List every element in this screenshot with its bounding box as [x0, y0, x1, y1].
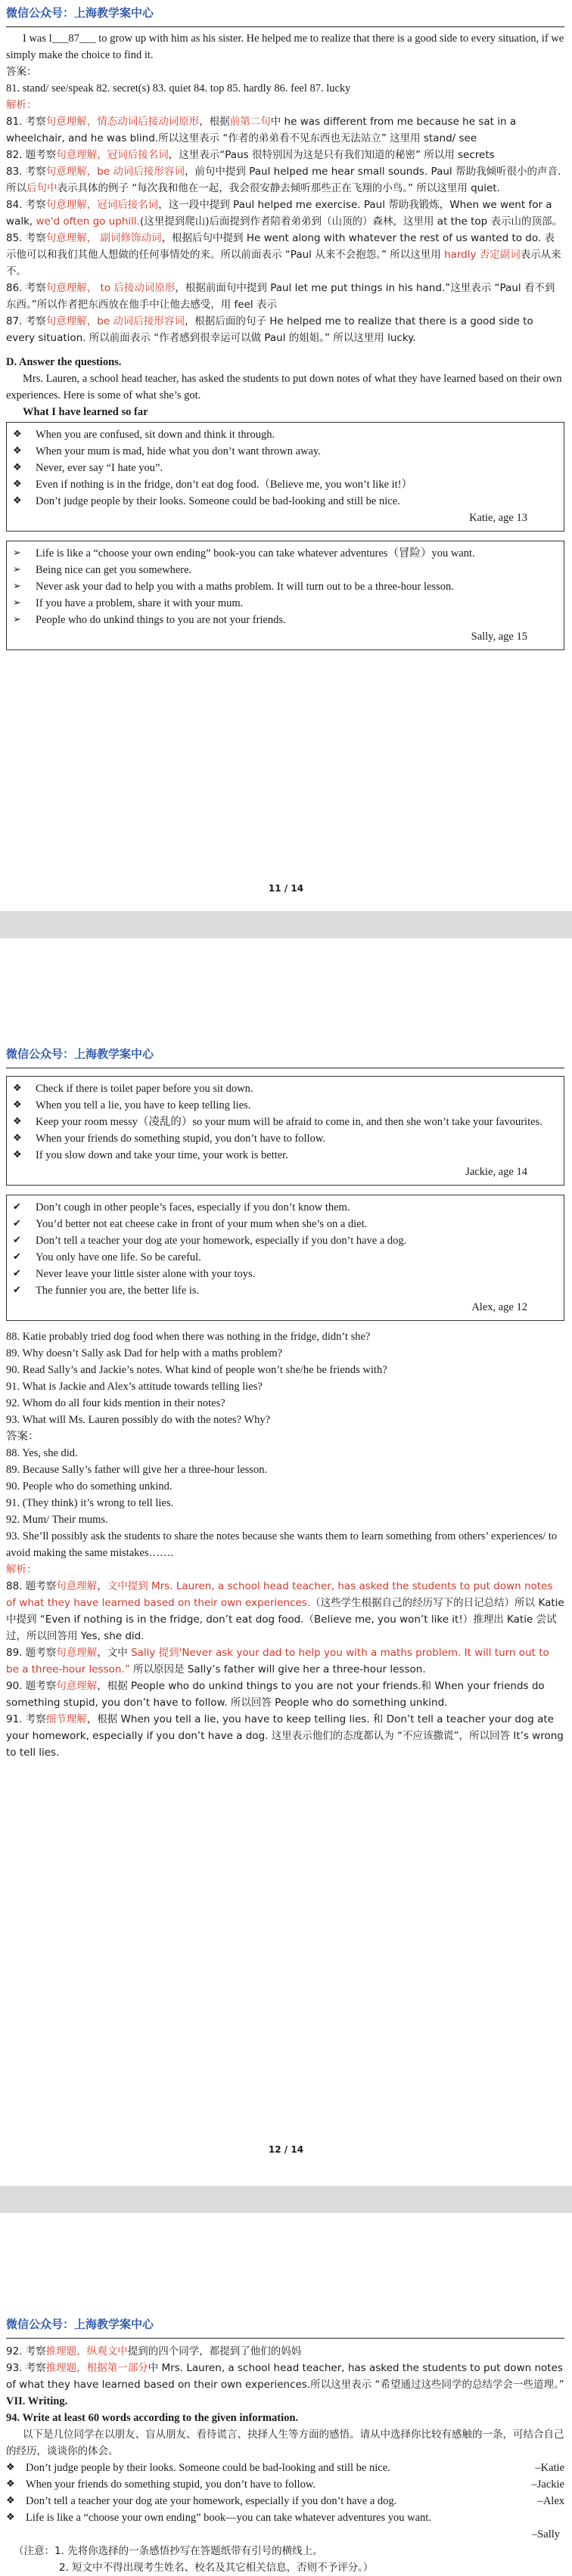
analysis-label: 解析： [6, 1564, 37, 1576]
prompt-text: Life is like a “choose your own ending” book—you can take whatever adventures you want. [26, 2512, 431, 2524]
page-11 [0, 0, 572, 911]
katie-note-bullet-icon: ❖ [13, 495, 22, 507]
writing-prompt [6, 2509, 564, 2526]
question-line: 答案： [6, 1431, 39, 1443]
explanation-highlight: we'd often go uphill. [36, 215, 140, 228]
explanation-highlight: 句意理解， to 后接动词原形 [45, 282, 176, 294]
explanation-text: (这里提到爬山)后面提到作者陪着弟弟到（山顶的）森林，这里用 at the top 表示山的顶部。 [139, 215, 563, 228]
question-line: 91. What is Jackie and Alex’s attitude towards telling lies? [6, 1381, 263, 1393]
sally-note-bullet-icon: ➢ [13, 564, 21, 575]
prompt-author: –Katie [535, 2462, 564, 2474]
prompt-bullet-icon: ❖ [6, 2495, 15, 2506]
alex-note-bullet-icon: ✔ [13, 1251, 21, 1263]
question-line: 88. Katie probably tried dog food when there was nothing in the fridge, didn’t she? [6, 1331, 371, 1343]
alex-note-item [13, 1216, 558, 1232]
alex-note-item-text: Don’t tell a teacher your dog ate your homework, especially if you don’t have a dog. [36, 1235, 407, 1247]
section-d-title: D. Answer the questions. [6, 356, 122, 368]
explanation-text: ，这里表示“Paus 很特别因为这是只有我们知道的秘密” 所以用 secrets [168, 149, 495, 161]
explanation-highlight: 推理题，纵观文中 [45, 2345, 128, 2357]
question-line: 89. Why doesn’t Sally ask Dad for help with a maths problem? [6, 1347, 283, 1359]
header-rule [6, 2338, 564, 2339]
explanation-list [6, 113, 564, 346]
katie-note-bullet-icon: ❖ [13, 445, 22, 457]
analysis-paragraph [6, 2343, 564, 2360]
prompt-bullet-icon: ❖ [6, 2478, 15, 2490]
explanation-number: 83. 考察 [6, 166, 46, 178]
explanation-text: 提到的四个同学，都提到了他们的妈妈 [127, 2345, 302, 2357]
alex-signature: Alex, age 12 [471, 1301, 527, 1313]
sally-note-item-text: Never ask your dad to help you with a maths problem. It will turn out to be a three-hour lesson. [36, 581, 454, 593]
sally-signature: Sally, age 15 [471, 631, 527, 643]
question-line: 93. She’ll possibly ask the students to share the notes because she wants them to learn something from others’ experiences/ to avoid making the same mistakes……. [6, 1530, 558, 1559]
explanation-number: 82. 题考察 [6, 149, 57, 161]
analysis-paragraph [6, 2360, 564, 2393]
prompt-author: –Alex [537, 2495, 564, 2507]
sally-note-item [13, 595, 558, 612]
alex-note-bullet-icon: ✔ [13, 1201, 21, 1213]
question-line: 92. Mum/ Their mums. [6, 1514, 108, 1526]
katie-note-bullet-icon: ❖ [13, 479, 22, 490]
explanation-text: 中 he was different from me because he sat in a wheelchair, and he was blind.所以这里表示 “作者的弟弟看不见东西也无法站立” 这里用 stand/ see [6, 116, 517, 144]
katie-note-bullet-icon: ❖ [13, 462, 22, 473]
explanation-paragraph [6, 147, 564, 163]
jackie-note-bullet-icon: ❖ [13, 1083, 22, 1094]
explanation-highlight: 句意理解，be 动词后接形容词 [45, 315, 185, 327]
explanation-text: （这些学生根据自己的经历写下的日记总结）所以 Katie 中提到 “Even if nothing is in the fridge, don’t eat dog food.（Believe me, you won’t like it!）推理出 Katie 尝试过，所以回答用 Yes, she did. [6, 1597, 564, 1642]
sally-note-item-text: Being nice can get you somewhere. [36, 564, 192, 576]
section-d-intro: Mrs. Lauren, a school head teacher, has asked the students to put down notes of what they have learned based on their own experiences. Here is some of what she’s got. [6, 373, 562, 401]
page-12 [0, 938, 572, 2186]
katie-note-item [13, 443, 558, 460]
explanation-text: ，根据后句中提到 He went along with whatever the rest of us wanted to do. 表示他可以和我们其他人想做的任何事情处的来。所以前面表示 “Paul 从来不会抱怨。” 所以这里用 [6, 232, 555, 261]
alex-note-item [13, 1249, 558, 1266]
katie-note-item-text: Don’t judge people by their looks. Someone could be bad-looking and still be nice. [36, 495, 400, 507]
explanation-highlight: 句意理解，冠词后接名词 [45, 199, 159, 211]
sally-note-item-text: Life is like a “choose your own ending” book-you can take whatever adventures（冒险）you want. [36, 547, 475, 560]
jackie-note-item [13, 1130, 558, 1147]
question-line: 88. Yes, she did. [6, 1447, 78, 1459]
answer-line: 81. stand/ see/speak 82. secret(s) 83. quiet 84. top 85. hardly 86. feel 87. lucky [6, 82, 351, 95]
explanation-paragraph [6, 163, 564, 197]
jackie-signature: Jackie, age 14 [465, 1166, 527, 1178]
explanation-text: 和 When your friends do something stupid, you don’t have to follow. 所以回答 People who do something unkind. [6, 1680, 545, 1709]
alex-note-item-text: Never leave your little sister alone with your toys. [36, 1268, 256, 1280]
question-line: 90. Read Sally’s and Jackie’s notes. What kind of people won’t she/he be friends with? [6, 1364, 387, 1376]
explanation-highlight: 前第二句 [229, 116, 271, 128]
writing-prompt [6, 2493, 564, 2509]
sally-note-item [13, 578, 558, 595]
jackie-note-item [13, 1147, 558, 1164]
explanation-paragraph [6, 313, 564, 346]
alex-note-item-text: Don’t cough in other people’s faces, especially if you don’t know them. [36, 1201, 350, 1214]
explanation-text: ，根据前面 [175, 282, 226, 294]
jackie-notes-box [6, 1076, 564, 1186]
jackie-note-bullet-icon: ❖ [13, 1133, 22, 1144]
page-header-title: 微信公众号：上海教学案中心 [6, 1047, 154, 1061]
alex-note-item-text: You’d better not eat cheese cake in front of your mum when she’s on a diet. [36, 1218, 368, 1230]
analysis-paragraph [6, 1711, 564, 1761]
page-separator [0, 911, 572, 938]
explanation-text: 中 Mrs. Lauren, a school head teacher, has asked the students to put down notes of what they have learned based on their own experiences.所以这里表示 “希望通过这些同学的总结学会一些道理。” [6, 2362, 564, 2391]
explanation-number: 93. 考察 [6, 2362, 46, 2374]
sally-note-item [13, 562, 558, 578]
explanation-text: 表示具体的例子 “每次我和他在一起，我会很安静去倾听那些正在飞翔的小鸟。” 所以这里用 quiet. [57, 182, 500, 194]
alex-notes-box [6, 1195, 564, 1321]
prompt-author: –Jackie [531, 2478, 564, 2491]
explanation-highlight: Sally 提到'Never ask your dad to help you with a maths problem. It will turn out to be a three-hour lesson.” [6, 1647, 549, 1675]
sally-note-item-text: People who do unkind things to you are not your friends. [36, 614, 286, 626]
jackie-note-item [13, 1114, 558, 1130]
katie-note-item-text: Even if nothing is in the fridge, don’t eat dog food.（Believe me, you won’t like it!） [36, 479, 413, 491]
alex-note-item [13, 1199, 558, 1216]
alex-note-bullet-icon: ✔ [13, 1235, 21, 1246]
explanation-highlight: 细节理解 [45, 1713, 87, 1725]
prompt-text: When your friends do something stupid, you don’t have to follow. [26, 2478, 316, 2491]
explanation-paragraph [6, 197, 564, 230]
explanation-highlight: 文中提到 Mrs. Lauren, a school head teacher, has asked the students to put down notes of what they have learned based on their own experiences. [6, 1580, 553, 1609]
alex-note-item-text: You only have one life. So be careful. [36, 1251, 201, 1263]
question-line: 92. Whom do all four kids mention in their notes? [6, 1397, 225, 1409]
jackie-note-item-text: Check if there is toilet paper before you sit down. [36, 1083, 253, 1095]
question-line: 90. People who do something unkind. [6, 1480, 173, 1493]
sally-prompt-author: –Sally [531, 2528, 560, 2540]
alex-note-bullet-icon: ✔ [13, 1285, 21, 1296]
explanation-number: 92. 考察 [6, 2345, 46, 2357]
explanation-text: ，根据 [199, 116, 230, 128]
question-line: 91. (They think) it’s wrong to tell lies. [6, 1497, 174, 1509]
analysis-list [6, 2343, 564, 2393]
sally-note-item [13, 545, 558, 562]
jackie-note-bullet-icon: ❖ [13, 1116, 22, 1127]
explanation-paragraph [6, 230, 564, 280]
explanation-highlight: 句意理解 [56, 1580, 98, 1592]
analysis-list [6, 1578, 564, 1761]
katie-note-item [13, 460, 558, 476]
question-line: 89. Because Sally’s father will give her a three-hour lesson. [6, 1464, 268, 1476]
explanation-text: 所以原因是 Sally’s father will give her a three-hour lesson. [129, 1663, 426, 1675]
jackie-note-item-text: When your friends do something stupid, you don’t have to follow. [36, 1133, 325, 1145]
writing-title: VII. Writing. [6, 2395, 68, 2407]
katie-note-item [13, 476, 558, 493]
jackie-note-item [13, 1097, 558, 1114]
jackie-note-bullet-icon: ❖ [13, 1099, 22, 1111]
explanation-highlight: hardly 否定副词 [444, 249, 521, 261]
explanation-highlight: 句意理解，冠词后接名词 [56, 149, 169, 161]
alex-note-bullet-icon: ✔ [13, 1268, 21, 1279]
sally-note-item [13, 612, 558, 628]
questions-list [6, 1328, 564, 1561]
task-description: 以下是几位同学在以朋友、盲从朋友、看待谎言、抉择人生等方面的感悟。请从中选择你比较有感触的一条，可结合自己的经历，谈谈你的体会。 [6, 2429, 564, 2457]
explanation-text: ， [97, 1580, 107, 1592]
jackie-note-item [13, 1080, 558, 1097]
page-13 [0, 2213, 572, 2574]
alex-note-item [13, 1282, 558, 1299]
jackie-note-bullet-icon: ❖ [13, 1149, 22, 1161]
explanation-text: ，根据后面的句子 He helped me to realize that there is a good side to every situation. 所以前面表示 “作者感到很幸运可以做 Paul 的姐姐。” 所以这里用 lucky. [6, 315, 533, 344]
sally-note-item-text: If you have a problem, share it with your mum. [36, 597, 244, 609]
prompt-text: Don’t tell a teacher your dog ate your homework, especially if you don’t have a dog. [26, 2495, 397, 2507]
explanation-number: 88. 题考察 [6, 1580, 57, 1592]
jackie-note-item-text: When you tell a lie, you have to keep telling lies. [36, 1099, 251, 1111]
explanation-highlight: 句意理解，情态动词后接动词原形 [45, 116, 200, 128]
explanation-highlight: 句意理解 [56, 1647, 98, 1659]
explanation-highlight: 句意理解，be 动词后接形容词 [45, 166, 185, 178]
prompt-bullet-icon: ❖ [6, 2512, 15, 2523]
page-header-title: 微信公众号：上海教学案中心 [6, 6, 154, 20]
katie-note-item [13, 493, 558, 510]
explanation-number: 81. 考察 [6, 116, 46, 128]
katie-note-item-text: When you are confused, sit down and think it through. [36, 429, 275, 441]
sally-note-bullet-icon: ➢ [13, 614, 21, 625]
sally-note-bullet-icon: ➢ [13, 581, 21, 592]
prompt-list [6, 2460, 564, 2526]
analysis-paragraph [6, 1644, 564, 1678]
katie-note-item-text: When your mum is mad, hide what you don’t want thrown away. [36, 445, 321, 457]
answer-label: 答案： [6, 66, 37, 78]
jackie-note-item-text: Keep your room messy（凌乱的）so your mum will be afraid to come in, and then she won’t take your favourites. [36, 1116, 542, 1128]
analysis-label: 解析： [6, 99, 37, 111]
analysis-paragraph [6, 1678, 564, 1711]
explanation-number: 89. 题考察 [6, 1647, 57, 1659]
section-d-subtitle: What I have learned so far [23, 406, 148, 418]
notes-line-1: （注意：1. 先将你选择的一条感悟抄写在答题纸带有引号的横线上。 [14, 2545, 323, 2557]
jackie-note-item-text: If you slow down and take your time, your work is better. [36, 1149, 288, 1161]
explanation-highlight: 后句中 [26, 182, 58, 194]
analysis-paragraph [6, 1578, 564, 1644]
explanation-number: 86. 考察 [6, 282, 46, 294]
alex-note-item [13, 1232, 558, 1249]
explanation-paragraph [6, 280, 564, 313]
explanation-highlight: 句意理解， 副词修饰动词 [45, 232, 162, 244]
page-header-title: 微信公众号：上海教学案中心 [6, 2317, 154, 2331]
explanation-text: 表示从来不。 [6, 249, 561, 277]
prompt-author [511, 2509, 564, 2526]
explanation-number: 87. 考察 [6, 315, 46, 327]
explanation-highlight: 句意理解 [56, 1680, 98, 1692]
prompt-bullet-icon: ❖ [6, 2462, 15, 2473]
prompt-text: Don’t judge people by their looks. Someone could be bad-looking and still be nice. [26, 2462, 390, 2474]
explanation-text: ，根据 People who do unkind things to you are not your friends. [97, 1680, 421, 1692]
passage-end: I was l___87___ to grow up with him as his sister. He helped me to realize that there is a good side to every situation, if we simply make the choice to find it. [6, 33, 564, 61]
explanation-highlight: 推理题，根据第一部分 [45, 2362, 148, 2374]
alex-note-bullet-icon: ✔ [13, 1218, 21, 1229]
question-line: 93. What will Ms. Lauren possibly do with the notes? Why? [6, 1414, 271, 1426]
explanation-text: ，前句中提到 Paul helped me hear small sounds. Paul 帮助我倾听很小的声音.所以 [6, 166, 561, 194]
explanation-number: 84. 考察 [6, 199, 46, 211]
sally-note-bullet-icon: ➢ [13, 547, 21, 559]
writing-prompt [6, 2476, 564, 2493]
explanation-number: 90. 题考察 [6, 1680, 57, 1692]
katie-note-item [13, 426, 558, 443]
explanation-text: ，这一段中提到 Paul helped me exercise. Paul 帮助我锻炼，When we went for a walk, [6, 199, 552, 228]
sally-note-bullet-icon: ➢ [13, 597, 21, 609]
katie-notes-box [6, 422, 564, 532]
notes-line-2: 2. 短文中不得出现考生姓名、校名及其它相关信息，否则不予评分。） [59, 2562, 374, 2574]
alex-note-item [13, 1266, 558, 1282]
katie-note-item-text: Never, ever say “I hate you”. [36, 462, 163, 474]
alex-note-item-text: The funnier you are, the better life is. [36, 1285, 200, 1297]
explanation-number: 91. 考察 [6, 1713, 46, 1725]
task-title: 94. Write at least 60 words according to the given information. [6, 2412, 299, 2424]
header-rule [6, 26, 564, 27]
writing-prompt [6, 2460, 564, 2476]
page-number: 12 / 14 [268, 2144, 304, 2155]
katie-signature: Katie, age 13 [469, 512, 527, 524]
page-number: 11 / 14 [268, 883, 304, 894]
katie-note-bullet-icon: ❖ [13, 429, 22, 440]
explanation-number: 85. 考察 [6, 232, 46, 244]
explanation-text: 句中提到 Paul let me put things in his hand.”这里表示 “Paul 看不到东西。”所以作者把东西放在他手中让他去感受，用 feel 表示 [6, 282, 555, 311]
page-separator [0, 2186, 572, 2213]
sally-notes-box [6, 541, 564, 650]
explanation-paragraph [6, 113, 564, 147]
explanation-text: ，根据 When you tell a lie, you have to keep telling lies. 和 Don’t tell a teacher your dog ate your homework, especially if you don’t have a dog. 这里表示他们的态度都认为 “不应该撒谎”，所以回答 It’s wrong to tell lies. [6, 1713, 564, 1759]
explanation-text: ，文中 [97, 1647, 132, 1659]
